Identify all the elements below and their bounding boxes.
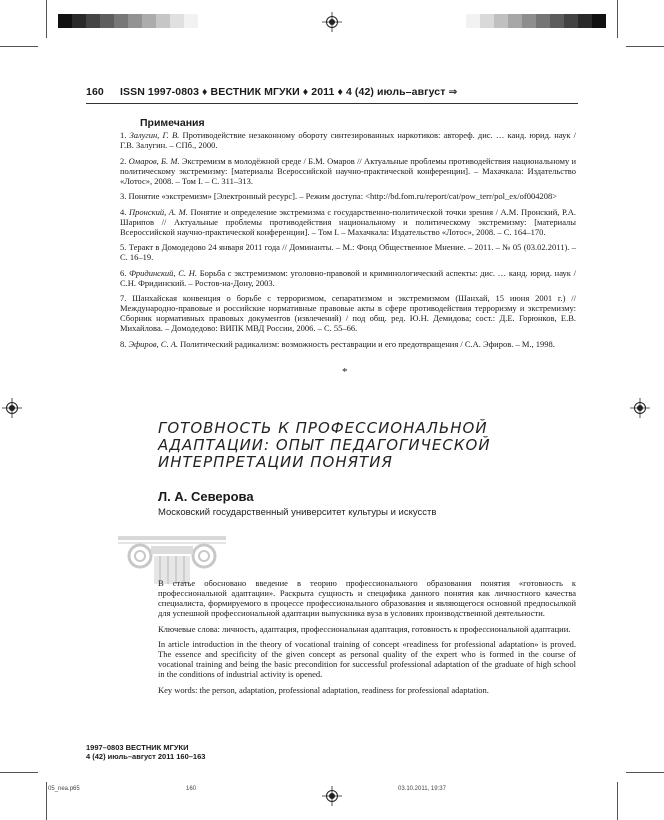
header-rule	[86, 103, 578, 104]
crop-mark	[46, 782, 47, 820]
registration-mark-top-icon	[322, 12, 342, 32]
note-item: 5. Теракт в Домодедово 24 января 2011 года // Доминанты. – М.: Фонд Общественное Мнение. – 2011. – № 05 (03.02.2011). – С. 16–19.	[120, 242, 576, 262]
color-swatch	[142, 14, 156, 28]
color-swatch	[156, 14, 170, 28]
color-swatch	[170, 14, 184, 28]
color-bar-right	[466, 14, 606, 28]
crop-mark	[617, 0, 618, 38]
color-swatch	[522, 14, 536, 28]
note-item: 7. Шанхайская конвенция о борьбе с терроризмом, сепаратизмом и экстремизмом (Шанхай, 15 июня 2001 г.) // Международно-правовые и российские нормативные правовые акты в сфере противодействия терроризму и экстремизму: Сборник нормативных правовых документов (извлечений) / под общ. ред. Ю.Н. Демидова; сост.: Д.Е. Горюнков, Е.В. Михайлова. – Домодедово: ВИПК МВД России, 2006. – С. 55–66.	[120, 293, 576, 333]
keywords-en: Key words: the person, adaptation, professional adaptation, readiness for professional adaptation.	[158, 684, 489, 695]
color-swatch	[578, 14, 592, 28]
notes-list	[120, 130, 576, 354]
color-swatch	[128, 14, 142, 28]
registration-mark-left-icon	[2, 398, 22, 418]
color-swatch	[550, 14, 564, 28]
crop-mark	[46, 0, 47, 38]
registration-mark-bottom-icon	[322, 786, 342, 806]
crop-mark	[0, 772, 38, 773]
running-header	[86, 86, 578, 98]
footer-line-1: 1997–0803 ВЕСТНИК МГУКИ	[86, 743, 189, 752]
color-swatch	[508, 14, 522, 28]
abstract-ru: В статье обосновано введение в теорию профессионального образования понятия «готовность к профессиональной адаптации». Раскрыта сущность и специфика данного понятия как личностного качества специалиста, формируемого в процессе профессионального образования и являющегося основной предпосылкой для успешной профессиональной адаптации выпускника вуза в условиях производственной деятельности.	[158, 578, 576, 618]
footer-line-2: 4 (42) июль–август 2011 160–163	[86, 752, 206, 761]
note-item: 6. Фридинский, С. Н. Борьба с экстремизмом: уголовно-правовой и криминологический аспекты: дис. … канд. юрид. наук / С.Н. Фридинский. – Ростов-на-Дону, 2003.	[120, 267, 576, 288]
crop-mark	[626, 46, 664, 47]
color-swatch	[480, 14, 494, 28]
article-title: ГОТОВНОСТЬ К ПРОФЕССИОНАЛЬНОЙ АДАПТАЦИИ: ОПЫТ ПЕДАГОГИЧЕСКОЙ ИНТЕРПРЕТАЦИИ ПОНЯТИЯ	[158, 419, 491, 471]
slug-file: 05_nea.p65	[48, 786, 80, 792]
note-item: 8. Эфиров, С. А. Политический радикализм: возможность реставрации и его предотвращения / С.А. Эфиров. – М., 1998.	[120, 338, 555, 349]
color-swatch	[184, 14, 198, 28]
color-swatch	[466, 14, 480, 28]
note-item: 4. Пронский, А. М. Понятие и определение экстремизма с государственно-политической точки зрения / А.М. Пронский, Р.А. Шарипов // Актуальные проблемы противодействия национальному и политическому экстремизму: [материалы Всероссийской научно-практической конференции]. – Том I. – Махачкала: Издательство «Лотос», 2008. – С. 164–170.	[120, 206, 577, 237]
color-swatch	[114, 14, 128, 28]
note-item: 3. Понятие «экстремизм» [Электронный ресурс]. – Режим доступа: <http://bd.fom.ru/report/cat/pow_terr/pol_ex/of004208>	[120, 191, 558, 201]
color-swatch	[86, 14, 100, 28]
color-swatch	[494, 14, 508, 28]
page-number: 160	[86, 86, 104, 98]
crop-mark	[617, 782, 618, 820]
abstract	[158, 578, 576, 700]
ionic-column-ornament-icon	[118, 522, 226, 584]
color-swatch	[536, 14, 550, 28]
color-swatch	[72, 14, 86, 28]
color-bar-left	[58, 14, 198, 28]
section-separator: *	[342, 366, 348, 378]
registration-mark-right-icon	[630, 398, 650, 418]
slug-datetime: 03.10.2011, 19:37	[398, 786, 446, 792]
journal-line: ISSN 1997-0803 ♦ ВЕСТНИК МГУКИ ♦ 2011 ♦ 4 (42) июль–август ⇒	[120, 86, 458, 98]
crop-mark	[0, 46, 38, 47]
article-author: Л. А. Северова	[158, 489, 254, 504]
color-swatch	[592, 14, 606, 28]
page-footer	[86, 743, 205, 761]
slug-page: 160	[186, 786, 197, 792]
note-item: 2. Омаров, Б. М. Экстремизм в молодёжной среде / Б.М. Омаров // Актуальные проблемы противодействия национальному и политическому экстремизму: [материалы Всероссийской научно-практической конференции]. – Махачкала: Издательство «Лотос», 2008. – Том I. – С. 311–313.	[120, 155, 577, 186]
crop-mark	[626, 772, 664, 773]
note-item: 1. Залугин, Г. В. Противодействие незаконному обороту синтезированных наркотиков: автореф. дис. … канд. юрид. наук / Г.В. Залугин. – СПб., 2000.	[120, 130, 577, 150]
author-affiliation: Московский государственный университет культуры и искусств	[158, 507, 437, 518]
keywords-ru: Ключевые слова: личность, адаптация, профессиональная адаптация, готовность к профессиональной адаптации.	[158, 623, 571, 634]
color-swatch	[58, 14, 72, 28]
notes-title: Примечания	[140, 117, 205, 129]
abstract-en: In article introduction in the theory of vocational training of concept «readiness for professional adaptation» is proved. The essence and specificity of the given concept as personal quality of the expert who is formed in the course of vocational training and being the basic precondition for successful professional adaptation of the graduate of high school in the conditions of industrial activity is opened.	[158, 639, 576, 679]
color-swatch	[564, 14, 578, 28]
color-swatch	[100, 14, 114, 28]
